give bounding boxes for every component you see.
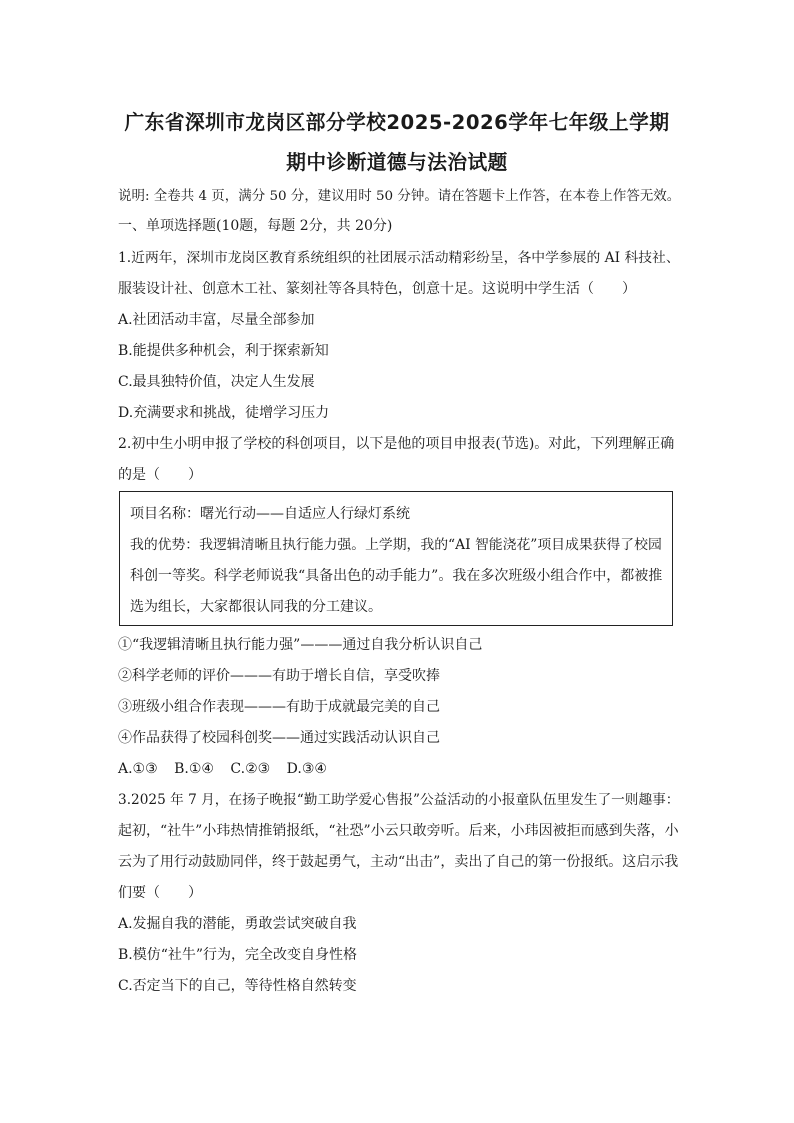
box-line-advantage-1: 我的优势：我逻辑清晰且执行能力强。上学期，我的“AI 智能浇花”项目成果获得了校园 [130, 537, 662, 553]
q3-stem-line3: 云为了用行动鼓励同伴，终于鼓起勇气，主动“出击”，卖出了自己的第一份报纸。这启示我 [118, 854, 679, 870]
q3-option-c: C.否定当下的自己，等待性格自然转变 [118, 978, 357, 994]
q2-statement-4: ④作品获得了校园科创奖——通过实践活动认识自己 [118, 730, 440, 746]
box-line-advantage-2: 科创一等奖。科学老师说我“具备出色的动手能力”。我在多次班级小组合作中，都被推 [130, 568, 663, 584]
q3-stem-line2: 起初，“社牛”小玮热情推销报纸，“社恐”小云只敢旁听。后来，小玮因被拒而感到失落，小 [118, 823, 679, 839]
q2-statement-3: ③班级小组合作表现———有助于成就最完美的自己 [118, 699, 440, 715]
q2-statement-2: ②科学老师的评价———有助于增长自信，享受吹捧 [118, 668, 440, 684]
q3-stem-line1: 3.2025 年 7 月，在扬子晚报“勤工助学爱心售报”公益活动的小报童队伍里发生了一则趣事： [118, 792, 680, 808]
q2-choice-b: B.①④ [174, 761, 214, 777]
box-line-advantage-3: 选为组长，大家都很认同我的分工建议。 [130, 599, 382, 615]
q1-option-d: D.充满要求和挑战，徒增学习压力 [118, 405, 330, 421]
q2-stem-line1: 2.初中生小明申报了学校的科创项目，以下是他的项目申报表(节选)。对此，下列理解正确 [118, 436, 675, 452]
q1-stem-line1: 1.近两年，深圳市龙岗区教育系统组织的社团展示活动精彩纷呈，各中学参展的 AI 科技社、 [118, 250, 680, 266]
instructions: 说明: 全卷共 4 页，满分 50 分，建议用时 50 分钟。请在答题卡上作答，在本卷上作答无效。 [118, 188, 681, 204]
q1-stem-line2: 服装设计社、创意木工社、篆刻社等各具特色，创意十足。这说明中学生活（ ） [118, 281, 636, 297]
q3-option-b: B.模仿“社牛”行为，完全改变自身性格 [118, 947, 358, 963]
q1-option-a: A.社团活动丰富，尽量全部参加 [118, 312, 315, 328]
q2-project-form-box [119, 491, 673, 626]
q1-option-c: C.最具独特价值，决定人生发展 [118, 374, 315, 390]
q2-choice-a: A.①③ [118, 761, 158, 777]
q1-option-b: B.能提供多种机会，利于探索新知 [118, 343, 329, 359]
q2-statement-1: ①“我逻辑清晰且执行能力强”———通过自我分析认识自己 [118, 637, 483, 653]
q2-choices [118, 759, 327, 779]
section-heading: 一、单项选择题(10题，每题 2分，共 20分) [118, 218, 393, 234]
exam-title-line1: 广东省深圳市龙岗区部分学校2025-2026学年七年级上学期 [124, 111, 670, 134]
q2-choice-c: C.②③ [230, 761, 271, 777]
q2-stem-line2: 的是（ ） [118, 467, 202, 483]
exam-title-line2: 期中诊断道德与法治试题 [286, 151, 508, 174]
q3-option-a: A.发掘自我的潜能，勇敢尝试突破自我 [118, 916, 357, 932]
q3-stem-line4: 们要（ ） [118, 885, 202, 901]
q2-choice-d: D.③④ [286, 761, 327, 777]
box-line-project-name: 项目名称：曙光行动——自适应人行绿灯系统 [130, 506, 410, 522]
